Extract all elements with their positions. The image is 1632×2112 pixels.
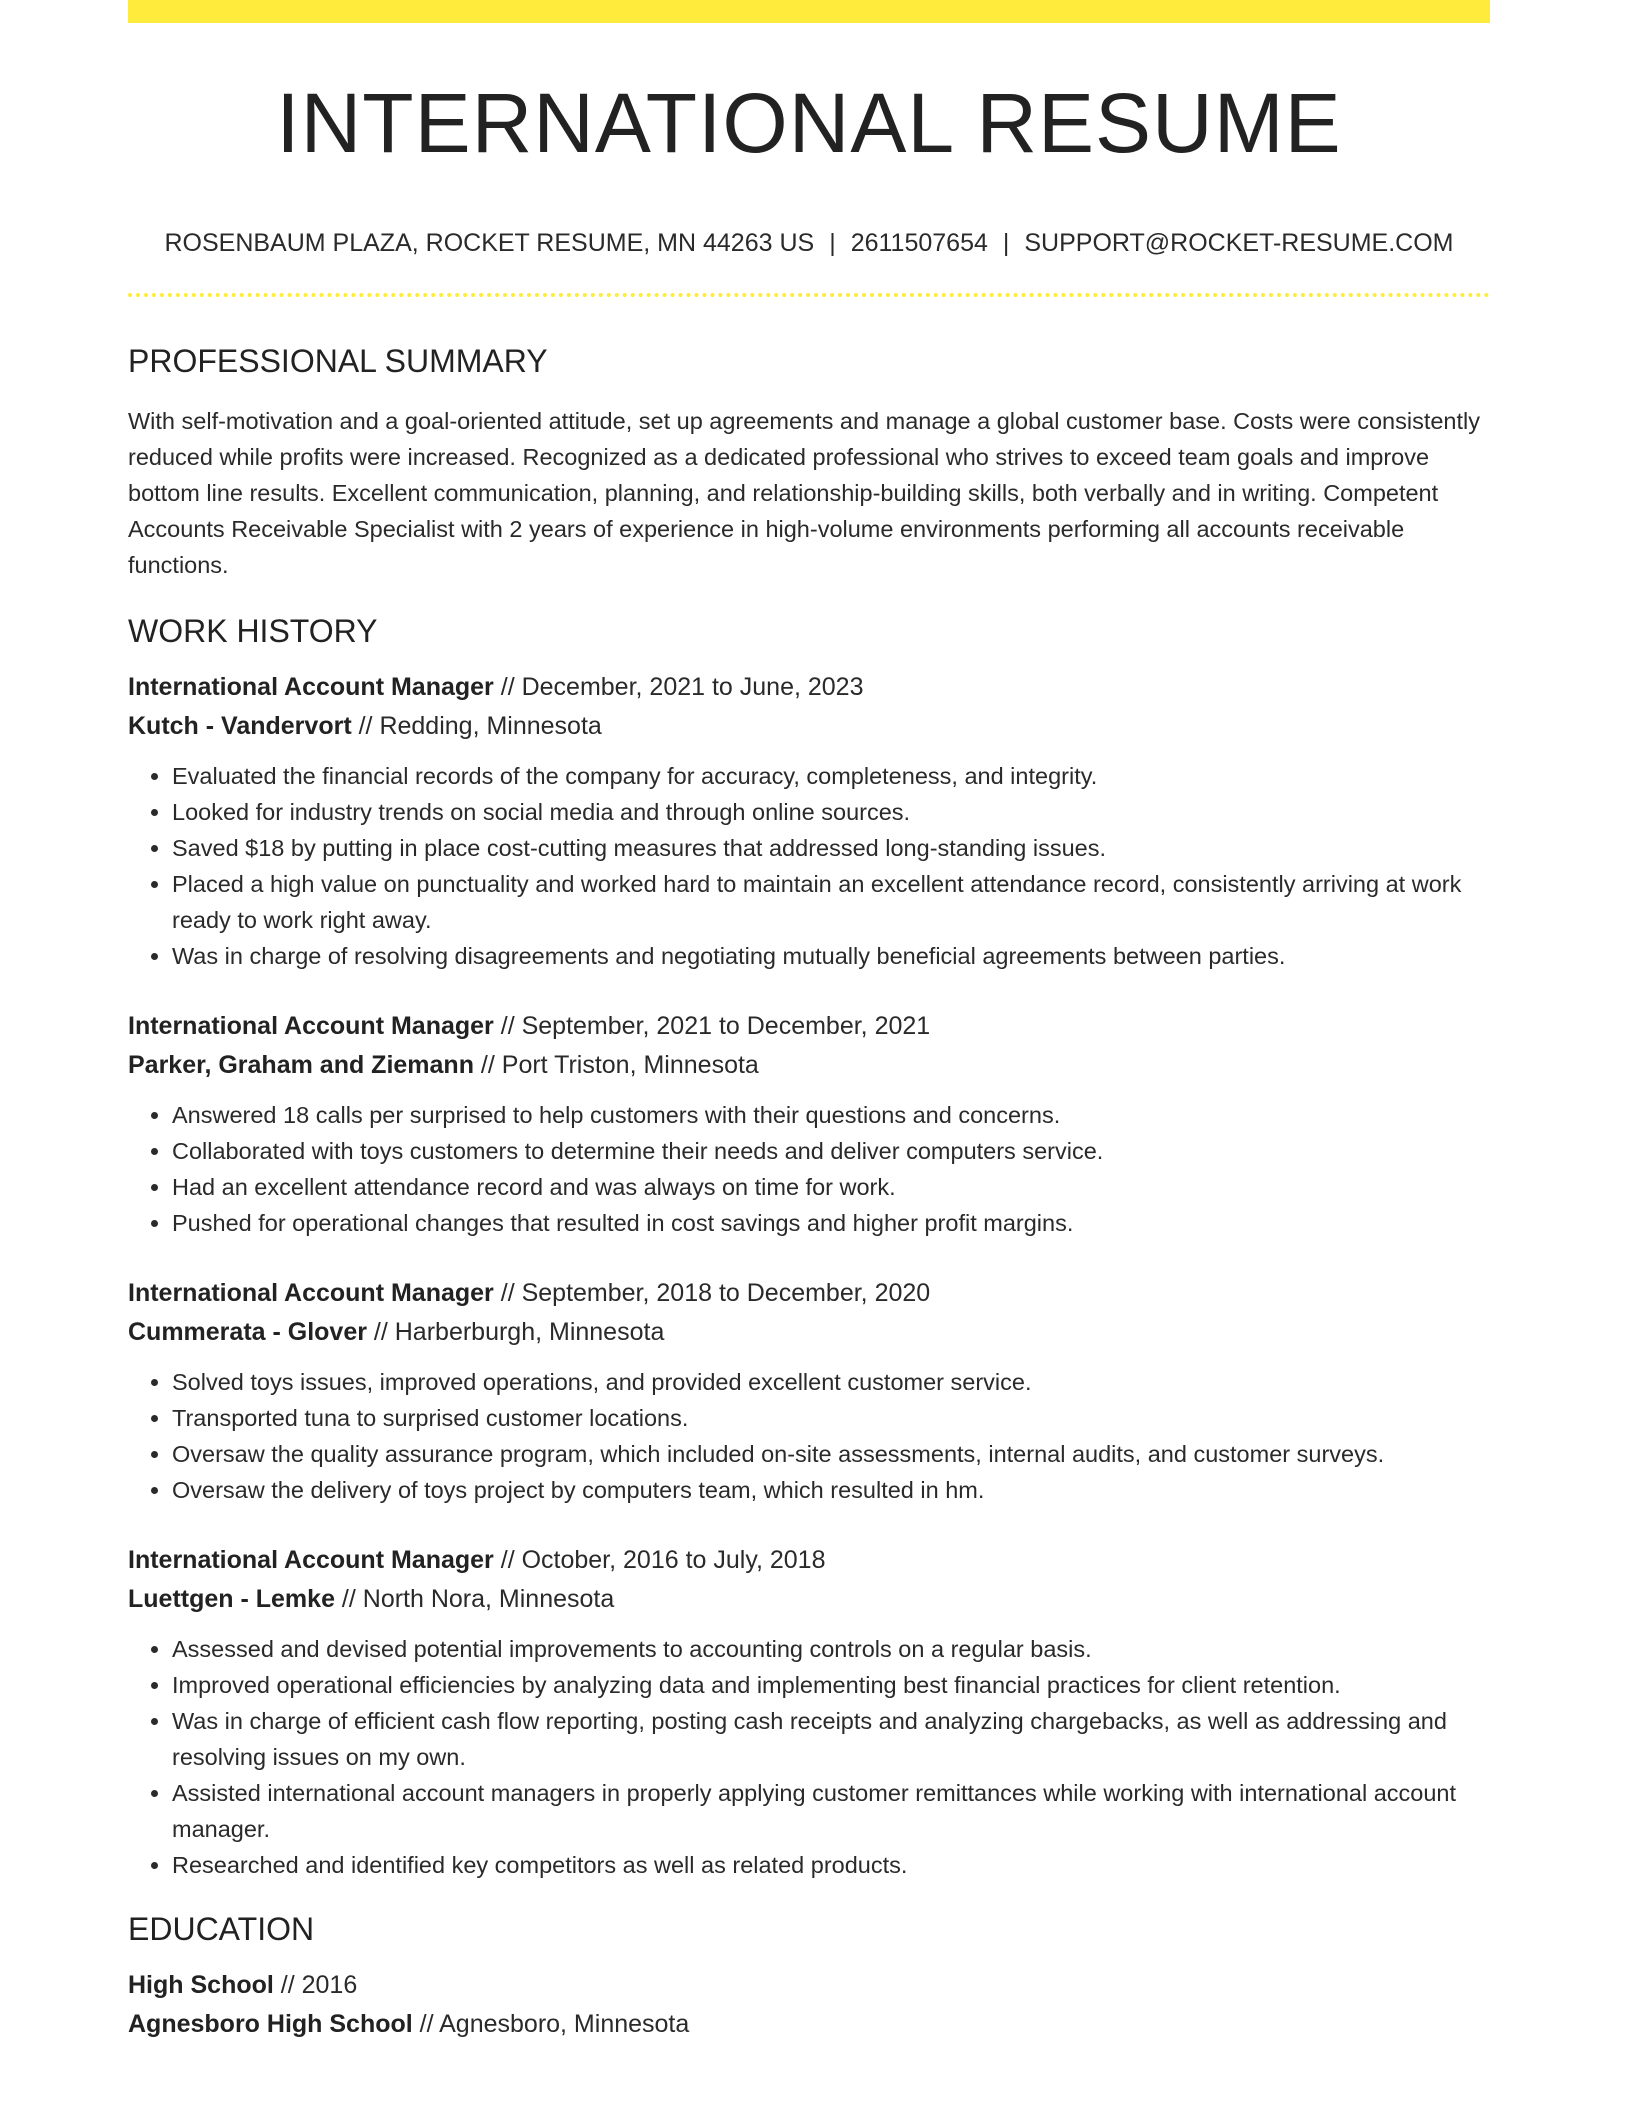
contact-separator: |	[829, 229, 836, 257]
contact-email: SUPPORT@ROCKET-RESUME.COM	[1024, 229, 1454, 257]
education-degree-line	[128, 1966, 1490, 2005]
job-bullet: • Assessed and devised potential improvements to accounting controls on a regular basis.	[172, 1631, 1490, 1667]
job-title-line	[128, 1007, 1490, 1046]
job-bullet: • Improved operational efficiencies by analyzing data and implementing best financial practices for client retention.	[172, 1667, 1490, 1703]
job-dates: // October, 2016 to July, 2018	[493, 1546, 826, 1574]
job-entry	[128, 1274, 1490, 1508]
education-year: // 2016	[273, 1971, 358, 1999]
job-company: Cummerata - Glover	[128, 1318, 367, 1346]
job-location: // Port Triston, Minnesota	[473, 1051, 759, 1079]
job-title: International Account Manager	[128, 673, 494, 701]
summary-heading: PROFESSIONAL SUMMARY	[128, 343, 548, 379]
job-company: Parker, Graham and Ziemann	[128, 1051, 474, 1079]
job-bullet: • Collaborated with toys customers to determine their needs and deliver computers service.	[172, 1133, 1490, 1169]
contact-separator: |	[1002, 229, 1010, 257]
job-bullet: • Was in charge of efficient cash flow reporting, posting cash receipts and analyzing chargebacks, as well as addressing and resolving issues on my own.	[172, 1703, 1490, 1775]
job-location: // Harberburgh, Minnesota	[366, 1318, 665, 1346]
job-bullet: • Placed a high value on punctuality and worked hard to maintain an excellent attendance record, consistently arriving at work ready to work right away.	[172, 866, 1490, 938]
education-location: // Agnesboro, Minnesota	[412, 2010, 690, 2038]
job-dates: // September, 2018 to December, 2020	[493, 1279, 931, 1307]
job-entry	[128, 668, 1490, 974]
job-bullet: • Saved $18 by putting in place cost-cutting measures that addressed long-standing issues.	[172, 830, 1490, 866]
job-company-line	[128, 1313, 1490, 1352]
job-entry	[128, 1541, 1490, 1883]
education-degree: High School	[128, 1971, 274, 1999]
job-company-line	[128, 707, 1490, 746]
job-company: Kutch - Vandervort	[128, 712, 352, 740]
job-bullet: • Researched and identified key competitors as well as related products.	[172, 1847, 1490, 1883]
job-dates: // September, 2021 to December, 2021	[493, 1012, 931, 1040]
job-bullets	[128, 1631, 1490, 1883]
header-divider	[128, 293, 1490, 297]
job-bullet: • Pushed for operational changes that resulted in cost savings and higher profit margins.	[172, 1205, 1490, 1241]
job-bullet: • Solved toys issues, improved operations, and provided excellent customer service.	[172, 1364, 1490, 1400]
job-company-line	[128, 1580, 1490, 1619]
top-accent-bar	[128, 0, 1490, 23]
job-bullet: • Oversaw the delivery of toys project by computers team, which resulted in hm.	[172, 1472, 1490, 1508]
job-title: International Account Manager	[128, 1279, 494, 1307]
job-bullet: • Transported tuna to surprised customer locations.	[172, 1400, 1490, 1436]
education-heading: EDUCATION	[128, 1911, 315, 1947]
education-entry	[128, 1966, 1490, 2044]
job-title-line	[128, 1274, 1490, 1313]
job-bullets	[128, 1364, 1490, 1508]
job-bullet: • Evaluated the financial records of the company for accuracy, completeness, and integrity.	[172, 758, 1490, 794]
job-title: International Account Manager	[128, 1546, 494, 1574]
job-entry	[128, 1007, 1490, 1241]
job-title-line	[128, 1541, 1490, 1580]
resume-content	[128, 23, 1490, 2044]
job-bullet: • Was in charge of resolving disagreements and negotiating mutually beneficial agreements between parties.	[172, 938, 1490, 974]
job-location: // North Nora, Minnesota	[334, 1585, 615, 1613]
job-bullets	[128, 758, 1490, 974]
job-bullet: • Oversaw the quality assurance program, which included on-site assessments, internal audits, and customer surveys.	[172, 1436, 1490, 1472]
contact-line	[128, 227, 1490, 259]
summary-text: With self-motivation and a goal-oriented attitude, set up agreements and manage a global customer base. Costs were consistently reduced while profits were increased. Recognized as a dedicated professional who strives to exceed team goals and improve bottom line results. Excellent communication, planning, and relationship-building skills, both verbally and in writing. Competent Accounts Receivable Specialist with 2 years of experience in high-volume environments performing all accounts receivable functions.	[128, 408, 1480, 578]
job-company: Luettgen - Lemke	[128, 1585, 335, 1613]
contact-phone: 2611507654	[850, 229, 988, 257]
job-bullet: • Looked for industry trends on social media and through online sources.	[172, 794, 1490, 830]
job-bullet: • Had an excellent attendance record and was always on time for work.	[172, 1169, 1490, 1205]
job-company-line	[128, 1046, 1490, 1085]
education-school-line	[128, 2005, 1490, 2044]
job-title: International Account Manager	[128, 1012, 494, 1040]
job-location: // Redding, Minnesota	[351, 712, 602, 740]
job-title-line	[128, 668, 1490, 707]
job-bullets	[128, 1097, 1490, 1241]
job-bullet: • Assisted international account managers in properly applying customer remittances while working with international account manager.	[172, 1775, 1490, 1847]
resume-title: INTERNATIONAL RESUME	[276, 76, 1342, 170]
education-school: Agnesboro High School	[128, 2010, 413, 2038]
contact-address: ROSENBAUM PLAZA, ROCKET RESUME, MN 44263 US	[164, 229, 815, 257]
job-bullet: • Answered 18 calls per surprised to help customers with their questions and concerns.	[172, 1097, 1490, 1133]
job-dates: // December, 2021 to June, 2023	[493, 673, 864, 701]
work-history-heading: WORK HISTORY	[128, 613, 378, 649]
